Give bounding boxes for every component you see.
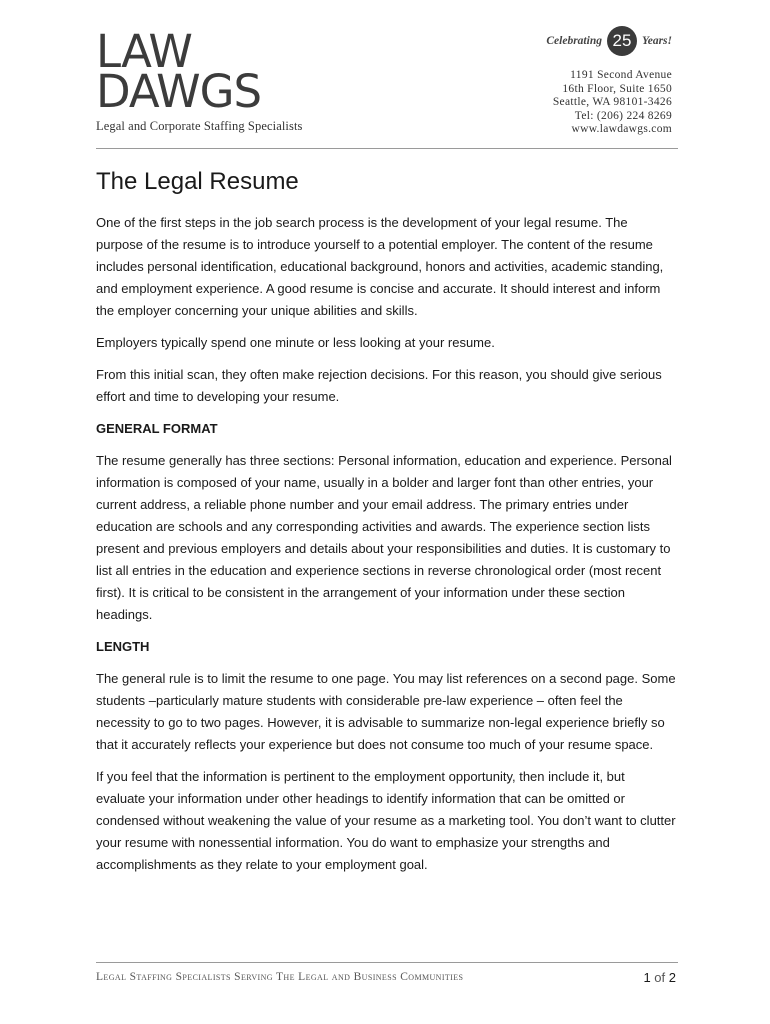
footer-divider <box>96 962 678 963</box>
intro-paragraph: One of the first steps in the job search process is the development of your legal resume. The purpose of the resume is to introduce yourself to a potential employer. The content of the resume includes personal identification, educational background, honors and activities, academic standing, and employment experience. A good resume is concise and accurate. It should interest and inform the employer concerning your unique abilities and skills. <box>96 215 664 318</box>
logo-line-1: LAW <box>96 25 192 78</box>
page-of: of <box>654 970 666 985</box>
anniversary-prefix: Celebrating <box>546 35 602 47</box>
header-divider <box>96 148 678 149</box>
contact-block <box>553 69 672 137</box>
document-body <box>96 168 676 886</box>
intro-paragraph: From this initial scan, they often make rejection decisions. For this reason, you should give serious effort and time to developing your resume. <box>96 367 662 404</box>
anniversary-number: 25 <box>607 26 637 56</box>
address-street: 1191 Second Avenue <box>570 69 672 81</box>
document-title: The Legal Resume <box>96 168 299 195</box>
anniversary-suffix: Years! <box>641 35 672 47</box>
anniversary-badge <box>546 26 672 56</box>
contact-website[interactable]: www.lawdawgs.com <box>571 123 672 136</box>
logo-line-2: DAWGS <box>96 65 262 118</box>
contact-phone: Tel: (206) 224 8269 <box>574 109 672 122</box>
length-paragraph: The general rule is to limit the resume to one page. You may list references on a second page. Some students –particularly mature students with considerable pre-law experience – often feel the necessity to go to two pages. However, it is advisable to summarize non-legal experience briefly so that it accurately reflects your experience but does not consume too much of your resume space. <box>96 671 676 752</box>
company-logo <box>96 25 316 134</box>
address-city: Seattle, WA 98101-3426 <box>552 96 672 109</box>
page-total: 2 <box>668 970 676 985</box>
section-heading-general-format: GENERAL FORMAT <box>96 421 218 436</box>
page-number <box>643 970 676 985</box>
length-paragraph: If you feel that the information is pertinent to the employment opportunity, then include it, but evaluate your information under other headings to identify information that can be omitted or condensed without weakening the value of your resume as a marketing tool. You don’t want to clutter your resume with nonessential information. You do want to emphasize your strengths and accomplishments as they relate to your employment goal. <box>96 769 676 872</box>
intro-paragraph: Employers typically spend one minute or less looking at your resume. <box>96 335 495 350</box>
section-heading-length: LENGTH <box>96 639 150 654</box>
general-format-paragraph: The resume generally has three sections: Personal information, education and experience. Personal information is composed of your name, usually in a bolder and larger font than other entries, your current address, a reliable phone number and your email address. The primary entries under education are schools and any corresponding activities and awards. The experience section lists present and previous employers and details about your responsibilities and duties. It is customary to list all entries in the education and experience sections in reverse chronological order (most recent first). It is critical to be consistent in the arrangement of your information under these section headings. <box>96 453 672 622</box>
address-suite: 16th Floor, Suite 1650 <box>562 82 672 95</box>
logo-tagline: Legal and Corporate Staffing Specialists <box>96 119 303 133</box>
page-current: 1 <box>643 970 651 985</box>
footer-slogan: Legal Staffing Specialists Serving The Legal and Business Communities <box>96 971 464 983</box>
